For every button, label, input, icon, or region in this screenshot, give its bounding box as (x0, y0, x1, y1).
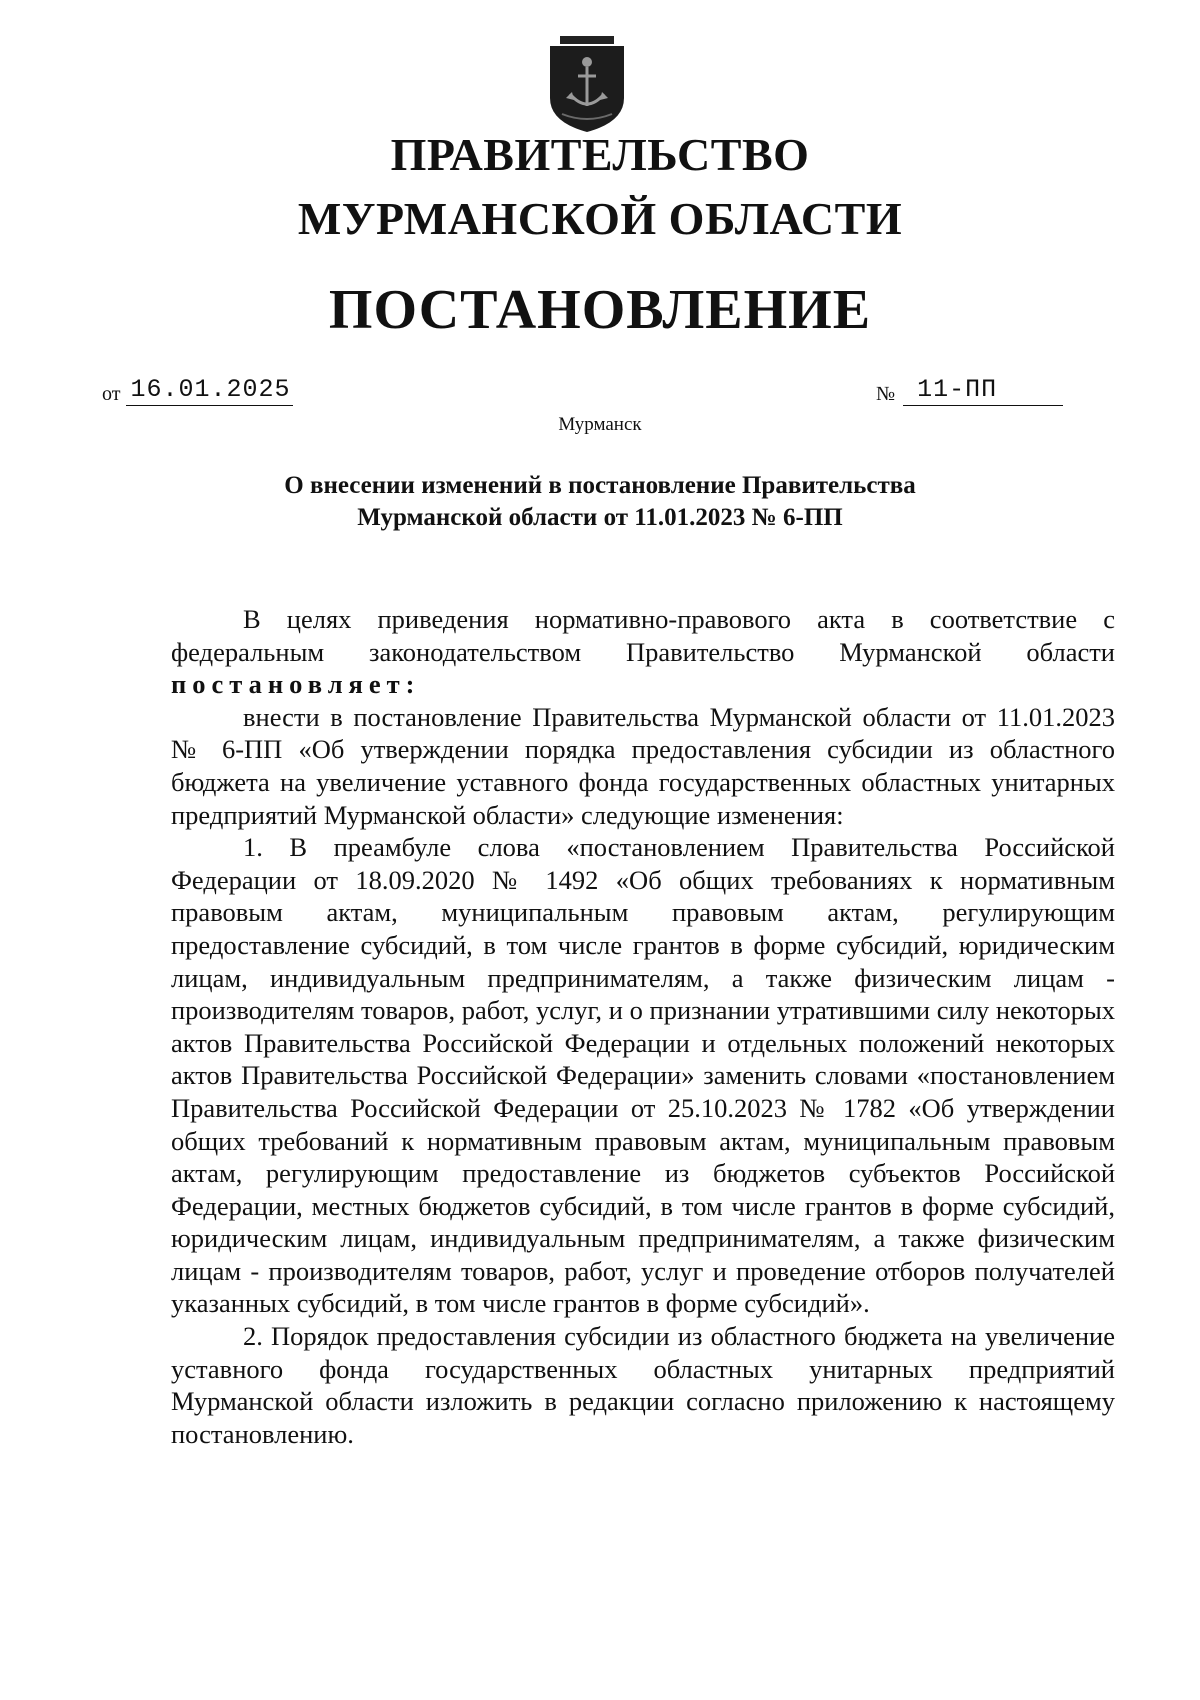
date-value: 16.01.2025 (126, 375, 292, 406)
intro-paragraph (171, 603, 1115, 701)
date-label: от (102, 383, 121, 405)
document-subject (160, 470, 1040, 534)
subject-line2: Мурманской области от 11.01.2023 № 6-ПП (357, 504, 843, 531)
document-type-title: ПОСТАНОВЛЕНИЕ (328, 279, 872, 341)
intro-text: В целях приведения нормативно-правового акта в соответствие с федеральным законодательством Правительство Мурманской области (171, 604, 1115, 667)
government-title-line1: ПРАВИТЕЛЬСТВО (390, 129, 810, 180)
decrees-word: постановляет: (171, 669, 421, 700)
number-field (876, 375, 1063, 406)
item-1-paragraph: 1. В преамбуле слова «постановлением Правительства Российской Федерации от 18.09.2020 № 1492 «Об общих требованиях к нормативным правовым актам, муниципальным правовым актам, регулирующим предоставление субсидий, в том числе грантов в форме субсидий, юридическим лицам, индивидуальным предпринимателям, а также физическим лицам - производителям товаров, работ, услуг, и о признании утратившими силу некоторых актов Правительства Российской Федерации и отдельных положений некоторых актов Правительства Российской Федерации» заменить словами «постановлением Правительства Российской Федерации от 25.10.2023 № 1782 «Об утверждении общих требований к нормативным правовым актам, муниципальным правовым актам, регулирующим предоставление из бюджетов субъектов Российской Федерации, местных бюджетов субсидий, в том числе грантов в форме субсидий, юридическим лицам, индивидуальным предпринимателям, а также физическим лицам - производителям товаров, работ, услуг и проведение отборов получателей указанных субсидий, в том числе грантов в форме субсидий». (171, 832, 1115, 1319)
document-body (171, 603, 1115, 1450)
date-field (102, 375, 293, 406)
amend-paragraph: внести в постановление Правительства Мурманской области от 11.01.2023 № 6-ПП «Об утверждении порядка предоставления субсидии из областного бюджета на увеличение уставного фонда государственных областных унитарных предприятий Мурманской области» следующие изменения: (171, 701, 1115, 830)
subject-line1: О внесении изменений в постановление Правительства (284, 472, 916, 499)
item-2-paragraph: 2. Порядок предоставления субсидии из областного бюджета на увеличение уставного фонда государственных областных унитарных предприятий Мурманской области изложить в редакции согласно приложению к настоящему постановлению. (171, 1321, 1115, 1449)
city-name: Мурманск (558, 414, 642, 435)
number-value: 11-ПП (903, 375, 1063, 406)
number-label: № (876, 383, 896, 405)
coat-of-arms-icon (542, 36, 632, 132)
government-title-line2: МУРМАНСКОЙ ОБЛАСТИ (297, 193, 903, 244)
